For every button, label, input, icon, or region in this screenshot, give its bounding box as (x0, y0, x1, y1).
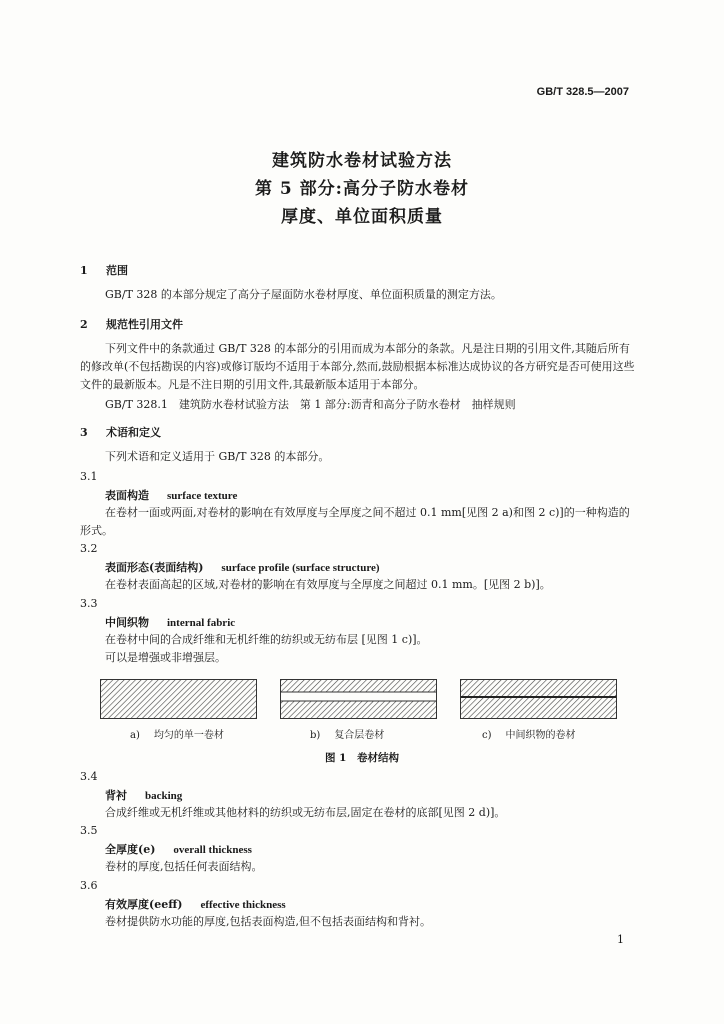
section-2-heading (80, 316, 183, 332)
term-definition: 卷材提供防水功能的厚度,包括表面构造,但不包括表面结构和背衬。 (105, 915, 431, 928)
term-heading (105, 559, 380, 575)
term-definition-note: 可以是增强或非增强层。 (105, 651, 226, 664)
term-definition: 合成纤维或无机纤维或其他材料的纺织或无纺布层,固定在卷材的底部[见图 2 d)]。 (105, 806, 506, 819)
figure-single-layer-membrane (100, 679, 257, 719)
term-heading (105, 787, 182, 803)
caption-text: 中间织物的卷材 (505, 730, 576, 741)
section-number: 3 (80, 426, 88, 439)
doc-title-line2: 第 5 部分:高分子防水卷材 (255, 179, 469, 199)
clause-number: 3.4 (80, 770, 98, 783)
section-number: 2 (80, 318, 88, 331)
term-definition: 在卷材中间的合成纤维和无机纤维的纺织或无纺布层 [见图 1 c)]。 (105, 633, 428, 646)
section-3-heading (80, 424, 161, 440)
section-2-body: 下列文件中的条款通过 GB/T 328 的本部分的引用而成为本部分的条款。凡是注日期的引用文件,其随后所有的修改单(不包括勘误的内容)或修订版均不适用于本部分,然而,鼓励根据本标准达成协议的各方研究是否可使用这些文件的最新版本。凡是不注日期的引用文件,其最新版本适用于本部分。 (80, 342, 635, 391)
term-zh: 全厚度(e) (105, 843, 156, 856)
term-zh: 表面构造 (105, 489, 149, 502)
term-definition: 在卷材一面或两面,对卷材的影响在有效厚度与全厚度之间不超过 0.1 mm[见图 2 a)和图 2 c)]的一种构造的形式。 (80, 506, 630, 537)
section-title: 术语和定义 (106, 426, 161, 439)
term-en: overall thickness (173, 844, 252, 856)
normative-reference: GB/T 328.1 建筑防水卷材试验方法 第 1 部分:沥青和高分子防水卷材 抽样规则 (105, 398, 516, 411)
term-heading (105, 487, 237, 503)
term-zh: 有效厚度(eeff) (105, 898, 183, 911)
section-3-body: 下列术语和定义适用于 GB/T 328 的本部分。 (105, 450, 330, 463)
caption-label: c) (482, 730, 492, 741)
figure-caption-c (482, 726, 576, 741)
term-en: effective thickness (200, 899, 286, 911)
term-en: internal fabric (167, 617, 236, 629)
section-title: 规范性引用文件 (106, 318, 183, 331)
term-en: surface texture (167, 490, 238, 502)
term-heading (105, 896, 286, 912)
page-number: 1 (617, 933, 624, 946)
clause-number: 3.1 (80, 470, 98, 483)
figure-composite-layer-membrane (280, 679, 437, 719)
standard-code: GB/T 328.5—2007 (536, 86, 629, 98)
caption-text: 复合层卷材 (334, 730, 385, 741)
term-definition: 在卷材表面高起的区域,对卷材的影响在有效厚度与全厚度之间超过 0.1 mm。[见图 2 b)]。 (105, 578, 551, 591)
figure-caption-a (130, 726, 224, 741)
caption-text: 均匀的单一卷材 (153, 730, 224, 741)
clause-number: 3.2 (80, 542, 98, 555)
figure-title: 图 1 卷材结构 (325, 752, 399, 764)
term-heading (105, 841, 252, 857)
caption-label: a) (130, 730, 140, 741)
clause-number: 3.5 (80, 824, 98, 837)
clause-number: 3.3 (80, 597, 98, 610)
term-zh: 表面形态(表面结构) (105, 561, 204, 574)
section-title: 范围 (106, 264, 128, 277)
section-1-body: GB/T 328 的本部分规定了高分子屋面防水卷材厚度、单位面积质量的测定方法。 (105, 288, 502, 301)
figure-internal-fabric-membrane (460, 679, 617, 719)
term-en: backing (145, 790, 183, 802)
caption-label: b) (310, 730, 321, 741)
section-1-heading (80, 262, 128, 278)
section-number: 1 (80, 264, 88, 277)
clause-number: 3.6 (80, 879, 98, 892)
figure-caption-b (310, 726, 384, 741)
doc-title-line3: 厚度、单位面积质量 (281, 207, 443, 227)
term-en: surface profile (surface structure) (221, 562, 380, 574)
term-heading (105, 614, 235, 630)
term-definition: 卷材的厚度,包括任何表面结构。 (105, 860, 263, 873)
doc-title-line1: 建筑防水卷材试验方法 (272, 151, 452, 171)
term-zh: 背衬 (105, 789, 127, 802)
term-zh: 中间织物 (105, 616, 149, 629)
